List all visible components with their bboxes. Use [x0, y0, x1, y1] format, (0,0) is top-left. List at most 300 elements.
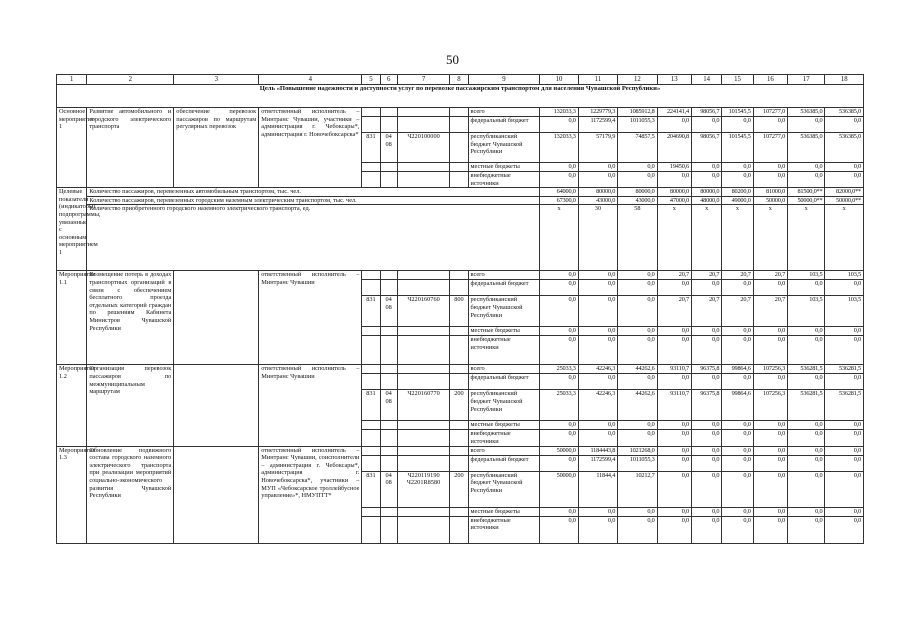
funding-value: 0,0	[540, 327, 578, 336]
expense-type-code	[450, 108, 468, 117]
section-code	[380, 446, 397, 455]
funding-value: 107256,3	[753, 390, 787, 421]
grbs-code: 831	[362, 133, 380, 163]
funding-value: 0,0	[578, 296, 617, 327]
target-value: 49000,0	[722, 196, 753, 205]
funding-value: 0,0	[578, 430, 617, 446]
funding-value: 99864,6	[722, 365, 753, 374]
column-number-2: 2	[87, 75, 174, 85]
target-article-code	[397, 374, 450, 390]
grbs-code	[362, 280, 380, 296]
funding-value: 20,7	[691, 271, 721, 280]
funding-value: 96375,8	[691, 390, 721, 421]
table-body	[57, 75, 864, 544]
column-number-8: 8	[450, 75, 468, 85]
funding-value: 25033,3	[540, 365, 578, 374]
funding-value: 0,0	[825, 421, 864, 430]
section-code	[380, 336, 397, 365]
expense-type-code	[450, 516, 468, 543]
target-value: х	[753, 205, 787, 271]
funding-value: 0,0	[691, 327, 721, 336]
column-number-6: 6	[380, 75, 397, 85]
expense-type-code: 200	[450, 390, 468, 421]
target-value: 81500,0**	[788, 188, 825, 197]
grbs-code	[362, 446, 380, 455]
target-value: 50000,0	[753, 196, 787, 205]
funding-source: местные бюджеты	[468, 507, 540, 516]
funding-value: 0,0	[618, 421, 657, 430]
funding-value: 0,0	[691, 117, 721, 133]
funding-value: 0,0	[657, 446, 691, 455]
funding-value: 1229779,3	[578, 108, 617, 117]
funding-row	[57, 365, 864, 374]
funding-value: 0,0	[788, 421, 825, 430]
event-relation	[174, 446, 259, 543]
column-number-14: 14	[691, 75, 721, 85]
funding-value: 103,5	[788, 271, 825, 280]
funding-value: 536281,5	[825, 390, 864, 421]
funding-value: 1184443,8	[578, 446, 617, 455]
funding-value: 103,5	[825, 271, 864, 280]
funding-value: 0,0	[825, 172, 864, 188]
funding-value: 25033,3	[540, 390, 578, 421]
funding-value: 93110,7	[657, 390, 691, 421]
funding-value: 0,0	[540, 296, 578, 327]
funding-value: 0,0	[722, 471, 753, 507]
target-value: 64000,0	[540, 188, 578, 197]
funding-value: 0,0	[753, 374, 787, 390]
expense-type-code	[450, 336, 468, 365]
funding-value: 0,0	[657, 336, 691, 365]
funding-value: 0,0	[722, 455, 753, 471]
column-number-4: 4	[259, 75, 362, 85]
funding-value: 0,0	[753, 421, 787, 430]
funding-value: 0,0	[722, 421, 753, 430]
funding-value: 0,0	[788, 374, 825, 390]
funding-value: 0,0	[825, 327, 864, 336]
target-value: х	[722, 205, 753, 271]
expense-type-code	[450, 172, 468, 188]
column-number-11: 11	[578, 75, 617, 85]
funding-value: 0,0	[657, 471, 691, 507]
funding-source: внебюджетные источники	[468, 430, 540, 446]
funding-value: 0,0	[657, 117, 691, 133]
funding-value: 0,0	[722, 430, 753, 446]
column-number-1: 1	[57, 75, 87, 85]
funding-value: 224141,4	[657, 108, 691, 117]
funding-value: 0,0	[788, 336, 825, 365]
section-code	[380, 117, 397, 133]
funding-source: республиканский бюджет Чувашской Республики	[468, 296, 540, 327]
funding-value: 0,0	[722, 172, 753, 188]
funding-value: 1172599,4	[578, 455, 617, 471]
section-code	[380, 430, 397, 446]
funding-value: 0,0	[691, 172, 721, 188]
funding-value: 0,0	[691, 280, 721, 296]
funding-value: 0,0	[657, 172, 691, 188]
funding-source: внебюджетные источники	[468, 172, 540, 188]
section-code	[380, 172, 397, 188]
event-description: Обновление подвижного состава городского наземного электрического транспорта при реализации мероприятий социально-экономического развития Чувашской Республики	[87, 446, 174, 543]
grbs-code	[362, 108, 380, 117]
funding-value: 0,0	[618, 327, 657, 336]
funding-source: федеральный бюджет	[468, 455, 540, 471]
grbs-code	[362, 516, 380, 543]
funding-value: 0,0	[578, 516, 617, 543]
funding-value: 44262,6	[618, 390, 657, 421]
funding-value: 0,0	[722, 446, 753, 455]
funding-value: 0,0	[618, 172, 657, 188]
funding-value: 107277,0	[753, 133, 787, 163]
funding-source: республиканский бюджет Чувашской Республики	[468, 390, 540, 421]
target-indicator-name: Количество пассажиров, перевезенных городским наземным электрическим транспортом, тыс. чел.	[87, 196, 540, 205]
target-indicator-row	[57, 188, 864, 197]
funding-value: 0,0	[722, 516, 753, 543]
funding-value: 93110,7	[657, 365, 691, 374]
funding-value: 0,0	[825, 516, 864, 543]
funding-value: 1011055,3	[618, 455, 657, 471]
funding-value: 98056,7	[691, 108, 721, 117]
funding-value: 107277,0	[753, 108, 787, 117]
funding-value: 0,0	[540, 280, 578, 296]
grbs-code	[362, 327, 380, 336]
funding-source: федеральный бюджет	[468, 374, 540, 390]
funding-value: 96375,8	[691, 365, 721, 374]
expense-type-code	[450, 421, 468, 430]
target-indicator-row	[57, 196, 864, 205]
funding-value: 107256,3	[753, 365, 787, 374]
grbs-code	[362, 421, 380, 430]
funding-value: 0,0	[788, 446, 825, 455]
funding-value: 10212,7	[618, 471, 657, 507]
column-number-13: 13	[657, 75, 691, 85]
section-code	[380, 108, 397, 117]
funding-value: 0,0	[540, 172, 578, 188]
funding-row	[57, 108, 864, 117]
grbs-code	[362, 117, 380, 133]
funding-value: 0,0	[825, 336, 864, 365]
funding-source: местные бюджеты	[468, 327, 540, 336]
funding-value: 0,0	[825, 455, 864, 471]
funding-value: 0,0	[578, 271, 617, 280]
funding-value: 0,0	[722, 374, 753, 390]
funding-value: 536281,5	[825, 365, 864, 374]
funding-source: всего	[468, 365, 540, 374]
funding-value: 0,0	[540, 455, 578, 471]
funding-value: 0,0	[578, 163, 617, 172]
target-article-code: Ч220119190 Ч2201R8580	[397, 471, 450, 507]
funding-value: 57179,9	[578, 133, 617, 163]
target-article-code	[397, 516, 450, 543]
section-code	[380, 271, 397, 280]
target-value: х	[788, 205, 825, 271]
funding-value: 50000,0	[540, 446, 578, 455]
funding-value: 99864,6	[722, 390, 753, 421]
funding-value: 0,0	[753, 471, 787, 507]
section-code: 04 08	[380, 390, 397, 421]
funding-value: 0,0	[618, 507, 657, 516]
funding-value: 0,0	[691, 421, 721, 430]
target-indicator-name: Количество приобретенного городского наземного электрического транспорта, ед.	[87, 205, 540, 271]
funding-value: 0,0	[788, 430, 825, 446]
target-article-code	[397, 271, 450, 280]
target-value: 30	[578, 205, 617, 271]
funding-row	[57, 446, 864, 455]
grbs-code	[362, 163, 380, 172]
funding-value: 0,0	[691, 507, 721, 516]
column-number-10: 10	[540, 75, 578, 85]
funding-value: 0,0	[825, 280, 864, 296]
target-indicator-row	[57, 205, 864, 271]
target-value: 48000,0	[691, 196, 721, 205]
funding-value: 0,0	[825, 507, 864, 516]
target-value: 80200,0	[722, 188, 753, 197]
expense-type-code	[450, 374, 468, 390]
target-article-code: Ч220160760	[397, 296, 450, 327]
target-article-code	[397, 280, 450, 296]
funding-value: 0,0	[540, 374, 578, 390]
expense-type-code	[450, 365, 468, 374]
funding-row	[57, 271, 864, 280]
funding-value: 0,0	[618, 163, 657, 172]
target-value: 43000,0	[618, 196, 657, 205]
goal-row	[57, 85, 864, 108]
page-number: 50	[446, 52, 459, 67]
target-value: х	[657, 205, 691, 271]
funding-value: 20,7	[753, 296, 787, 327]
funding-value: 0,0	[540, 163, 578, 172]
funding-value: 0,0	[540, 507, 578, 516]
funding-source: всего	[468, 446, 540, 455]
funding-value: 42246,3	[578, 390, 617, 421]
funding-value: 0,0	[578, 507, 617, 516]
section-code	[380, 516, 397, 543]
grbs-code	[362, 271, 380, 280]
target-article-code	[397, 421, 450, 430]
target-value: 80000,0	[657, 188, 691, 197]
funding-value: 0,0	[753, 446, 787, 455]
section-code	[380, 374, 397, 390]
column-number-9: 9	[468, 75, 540, 85]
funding-value: 0,0	[825, 446, 864, 455]
event-description: Возмещение потерь в доходах транспортных организаций в связи с обеспечением бесплатного проезда отдельных категорий граждан по решениям Кабинета Министров Чувашской Республики	[87, 271, 174, 365]
funding-source: внебюджетные источники	[468, 516, 540, 543]
funding-value: 0,0	[578, 421, 617, 430]
funding-source: внебюджетные источники	[468, 336, 540, 365]
funding-value: 0,0	[788, 163, 825, 172]
funding-value: 1021268,0	[618, 446, 657, 455]
funding-value: 0,0	[788, 471, 825, 507]
target-article-code	[397, 117, 450, 133]
funding-value: 132033,3	[540, 133, 578, 163]
section-code	[380, 365, 397, 374]
funding-value: 0,0	[753, 280, 787, 296]
funding-value: 0,0	[657, 430, 691, 446]
funding-value: 0,0	[825, 163, 864, 172]
expense-type-code	[450, 280, 468, 296]
section-code	[380, 455, 397, 471]
funding-value: 20,7	[657, 271, 691, 280]
funding-value: 19450,6	[657, 163, 691, 172]
target-article-code	[397, 163, 450, 172]
target-value: 50000,0**	[825, 196, 864, 205]
target-article-code: Ч220100000	[397, 133, 450, 163]
funding-value: 0,0	[753, 327, 787, 336]
column-number-16: 16	[753, 75, 787, 85]
target-value: х	[691, 205, 721, 271]
funding-value: 101545,5	[722, 133, 753, 163]
column-number-3: 3	[174, 75, 259, 85]
grbs-code	[362, 172, 380, 188]
event-executor: ответственный исполнитель – Минтранс Чувашии, участники – администрация г. Чебоксары*, администрация г. Новочебоксарска*	[259, 108, 362, 188]
funding-value: 0,0	[788, 516, 825, 543]
funding-value: 0,0	[657, 516, 691, 543]
target-article-code	[397, 108, 450, 117]
funding-value: 0,0	[753, 163, 787, 172]
funding-value: 11844,4	[578, 471, 617, 507]
funding-value: 74857,5	[618, 133, 657, 163]
funding-value: 0,0	[788, 327, 825, 336]
funding-value: 0,0	[753, 430, 787, 446]
expense-type-code	[450, 163, 468, 172]
section-code	[380, 327, 397, 336]
funding-value: 0,0	[691, 471, 721, 507]
funding-value: 20,7	[691, 296, 721, 327]
funding-value: 0,0	[691, 163, 721, 172]
grbs-code	[362, 507, 380, 516]
funding-value: 0,0	[825, 374, 864, 390]
event-executor: ответственный исполнитель – Минтранс Чувашии	[259, 365, 362, 446]
funding-value: 0,0	[825, 430, 864, 446]
column-number-15: 15	[722, 75, 753, 85]
column-number-12: 12	[618, 75, 657, 85]
funding-value: 0,0	[657, 374, 691, 390]
funding-value: 0,0	[657, 421, 691, 430]
funding-value: 20,7	[753, 271, 787, 280]
funding-value: 0,0	[618, 280, 657, 296]
funding-source: республиканский бюджет Чувашской Республики	[468, 471, 540, 507]
funding-source: республиканский бюджет Чувашской Республики	[468, 133, 540, 163]
funding-value: 0,0	[691, 455, 721, 471]
funding-value: 0,0	[578, 336, 617, 365]
expense-type-code	[450, 327, 468, 336]
funding-source: всего	[468, 271, 540, 280]
event-relation	[174, 365, 259, 446]
section-code	[380, 507, 397, 516]
event-relation	[174, 271, 259, 365]
section-code: 04 08	[380, 471, 397, 507]
event-name: Мероприятие 1.2	[57, 365, 87, 446]
funding-value: 20,7	[722, 271, 753, 280]
funding-value: 0,0	[722, 507, 753, 516]
column-number-18: 18	[825, 75, 864, 85]
funding-value: 0,0	[788, 172, 825, 188]
funding-value: 0,0	[722, 163, 753, 172]
grbs-code: 831	[362, 390, 380, 421]
funding-value: 0,0	[753, 507, 787, 516]
funding-value: 98056,7	[691, 133, 721, 163]
funding-value: 0,0	[540, 421, 578, 430]
expense-type-code	[450, 271, 468, 280]
grbs-code	[362, 430, 380, 446]
funding-value: 0,0	[722, 117, 753, 133]
funding-value: 0,0	[788, 117, 825, 133]
funding-value: 0,0	[753, 172, 787, 188]
expense-type-code	[450, 117, 468, 133]
section-code: 04 08	[380, 296, 397, 327]
target-article-code	[397, 430, 450, 446]
funding-value: 132033,3	[540, 108, 578, 117]
funding-value: 0,0	[825, 471, 864, 507]
target-article-code	[397, 446, 450, 455]
target-article-code	[397, 365, 450, 374]
target-value: 80000,0	[618, 188, 657, 197]
funding-value: 0,0	[788, 455, 825, 471]
funding-value: 1011055,3	[618, 117, 657, 133]
funding-value: 536281,5	[788, 365, 825, 374]
section-code	[380, 163, 397, 172]
target-value: 50000,0**	[788, 196, 825, 205]
funding-source: федеральный бюджет	[468, 117, 540, 133]
event-name: Мероприятие 1.1	[57, 271, 87, 365]
funding-value: 0,0	[753, 336, 787, 365]
funding-value: 0,0	[753, 516, 787, 543]
expense-type-code: 800	[450, 296, 468, 327]
event-name: Основное мероприятие 1	[57, 108, 87, 188]
expense-type-code	[450, 455, 468, 471]
funding-value: 0,0	[540, 336, 578, 365]
goal-heading: Цель «Повышение надежности и доступности услуг по перевозке пассажирским транспортом для населения Чувашской Республики»	[57, 85, 864, 108]
target-article-code: Ч220160770	[397, 390, 450, 421]
target-value: 58	[618, 205, 657, 271]
grbs-code	[362, 336, 380, 365]
funding-value: 0,0	[691, 374, 721, 390]
funding-value: 101545,5	[722, 108, 753, 117]
funding-value: 0,0	[578, 172, 617, 188]
target-value: 43000,0	[578, 196, 617, 205]
funding-value: 0,0	[788, 280, 825, 296]
funding-value: 536385,0	[788, 108, 825, 117]
target-indicator-name: Количество пассажиров, перевезенных автомобильным транспортом, тыс. чел.	[87, 188, 540, 197]
event-name: Мероприятие 1.3	[57, 446, 87, 543]
target-article-code	[397, 327, 450, 336]
target-value: х	[825, 205, 864, 271]
funding-value: 0,0	[722, 336, 753, 365]
grbs-code: 831	[362, 471, 380, 507]
grbs-code	[362, 374, 380, 390]
funding-value: 0,0	[578, 374, 617, 390]
funding-value: 103,5	[825, 296, 864, 327]
funding-value: 0,0	[540, 516, 578, 543]
funding-value: 50000,0	[540, 471, 578, 507]
expense-type-code	[450, 133, 468, 163]
funding-value: 0,0	[618, 516, 657, 543]
funding-value: 1085912,8	[618, 108, 657, 117]
expense-type-code: 200	[450, 471, 468, 507]
target-value: х	[540, 205, 578, 271]
expense-type-code	[450, 430, 468, 446]
grbs-code: 831	[362, 296, 380, 327]
funding-value: 536281,5	[788, 390, 825, 421]
funding-value: 0,0	[753, 455, 787, 471]
funding-value: 0,0	[618, 271, 657, 280]
funding-value: 0,0	[788, 507, 825, 516]
grbs-code	[362, 455, 380, 471]
funding-value: 0,0	[657, 455, 691, 471]
funding-value: 0,0	[657, 507, 691, 516]
target-article-code	[397, 507, 450, 516]
funding-value: 0,0	[578, 280, 617, 296]
